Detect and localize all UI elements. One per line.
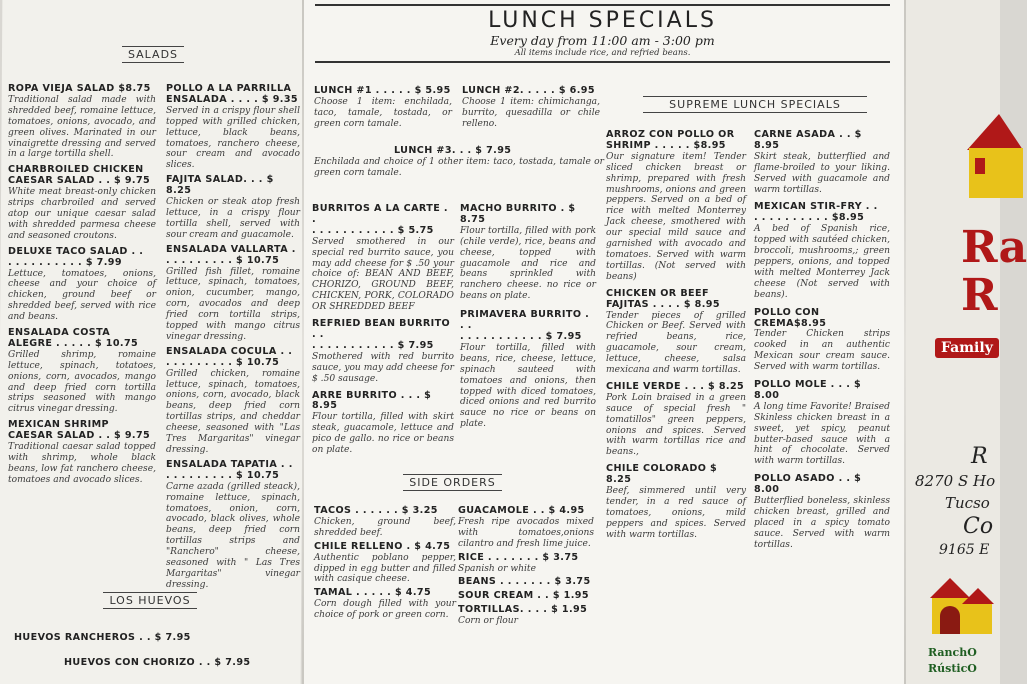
house-logo-icon: [926, 574, 996, 638]
lunch-title: LUNCH SPECIALS: [488, 8, 717, 33]
menu-item: [458, 506, 594, 550]
lunch-3: LUNCH #3. . . $ 7.95 Enchilada and choice of 1 other item: taco, tostada, tamale or green corn tamale.: [314, 145, 604, 178]
menu-item-name: ARROZ CON POLLO OR: [606, 129, 735, 140]
menu-item-description: Served smothered in our special red burrito sauce, you may add cheese for $ .50 your choice of: BEAN AND BEEF, CHORIZO, GROUND BEEF, CHICKEN, PORK, COLORADO OR SHREDDED BEEF: [312, 236, 454, 313]
menu-item: [754, 380, 890, 467]
address-line: 8270 S Ho: [915, 472, 996, 490]
menu-item: [8, 328, 156, 415]
lunch-right-column: [460, 204, 596, 438]
menu-item: [166, 245, 300, 343]
menu-item: [8, 420, 156, 485]
huevos-heading: LOS HUEVOS: [75, 592, 225, 609]
menu-item-name: POLLO A LA PARRILLA: [166, 83, 292, 94]
menu-item-description: Fresh ripe avocados mixed with tomatoes,onions cilantro and fresh lime juice.: [458, 516, 594, 549]
menu-item-description: Lettuce, tomatoes, onions, cheese and your choice of chicken, ground beef or shredded beef, served with rice and beans.: [8, 268, 156, 323]
menu-item-name: ENSALADA COCULA . .: [166, 345, 293, 357]
menu-item-name: RICE . . . . . . . $ 3.75: [458, 551, 579, 563]
menu-item-name: POLLO ASADO . . $ 8.00: [754, 473, 862, 496]
menu-item-name: MEXICAN SHRIMP: [8, 419, 109, 431]
menu-item-name: ROPA VIEJA SALAD $8.75: [8, 83, 151, 94]
menu-item-description: Grilled fish fillet, romaine lettuce, spinach, tomatoes, onion, cucumber, mango, corn, avocados and deep fried corn tortilla strips, topped with mango citrus vinegar dressing.: [166, 266, 300, 342]
menu-item-description: Skirt steak, butterflied and flame-broiled to your liking. Served with guacamole and warm tortillas.: [754, 151, 890, 195]
menu-item: [606, 464, 746, 540]
menu-item: [754, 130, 890, 195]
menu-item: [166, 84, 300, 171]
menu-item: [314, 542, 456, 586]
menu-item: [8, 84, 156, 160]
house-logo-icon: [963, 110, 1023, 200]
menu-item-description: Butterflied boneless, skinless chicken breast, grilled and placed in a spicy tomato sauce. Served with warm tortillas.: [754, 496, 890, 550]
menu-item-description: Smothered with red burrito sauce, you may add cheese for $ .50 sausage.: [312, 351, 454, 384]
family-badge: Family: [935, 338, 999, 358]
menu-item-name: REFRIED BEAN BURRITO . .: [312, 318, 451, 340]
menu-item-name: CHICKEN OR BEEF: [606, 287, 709, 299]
menu-item-description: Tender Chicken strips cooked in an authentic Mexican sour cream sauce. Served with warm tortillas.: [754, 329, 890, 373]
menu-item: [754, 202, 890, 300]
menu-item: [312, 204, 454, 313]
menu-item-description: Traditional caesar salad topped with shrimp, whole black beans, low fat ranchero cheese, tomatoes and avocado slices.: [8, 442, 156, 485]
menu-item: [8, 247, 156, 323]
menu-item-description: A bed of Spanish rice, topped with sautéed chicken, broccoli, mushrooms,; green peppers, onions, and topped with melted Monterrey Jack cheese (Not served with beans).: [754, 224, 890, 300]
lunch-1: LUNCH #1 . . . . . $ 5.95 Choose 1 item: enchilada, taco, tamale, tostada, or green corn tamale.: [314, 85, 452, 129]
menu-item-description: Our signature item! Tender sliced chicken breast or shrimp, prepared with fresh mushrooms, onions and green peppers. Served on a bed of rice with melted Monterrey Jack cheese, smothered with our special mild sauce and garnished with avocado and tomatoes. Served with warm tortillas. (Not served with beans): [606, 151, 746, 282]
menu-item-price: . . . . . . . . . $ 10.75: [166, 254, 280, 266]
lunch-specials-header: [315, 4, 890, 65]
huevos-item: HUEVOS RANCHEROS . . $ 7.95: [14, 632, 191, 643]
menu-item-price: . . . . . . . . . . $8.95: [754, 212, 865, 224]
supreme-left-column: [606, 130, 746, 547]
menu-item-name: ARRE BURRITO . . . $ 8.95: [312, 389, 432, 412]
lunch-2: LUNCH #2. . . . . $ 6.95 Choose 1 item: chimichanga, burrito, quesadilla or chile relleno.: [462, 85, 600, 129]
menu-item-name: DELUXE TACO SALAD . .: [8, 245, 144, 257]
menu-item-price: ALEGRE . . . . . $ 10.75: [8, 337, 139, 349]
menu-item: [314, 506, 456, 539]
menu-item-name: CHARBROILED CHICKEN: [8, 164, 144, 176]
menu-item-price: . . . . . . . . . . . $ 7.95: [312, 339, 434, 351]
menu-item-description: Flour tortilla, filled with pork (chile verde), rice, beans and cheese, topped with guacamole and rice and beans sprinkled with ranchero cheese. no rice or beans on plate.: [460, 225, 596, 302]
lunch-note: All items include rice, and refried beans.: [514, 48, 691, 58]
menu-item-description: Flour tortilla, filled with beans, rice, cheese, lettuce, spinach sauteed with tomatoes and onions, then topped with diced tomatoes, diced onions and red burrito sauce no rice or beans on plate.: [460, 342, 596, 430]
menu-item-name: CHILE VERDE . . . $ 8.25: [606, 380, 745, 392]
fold-line: [302, 0, 304, 684]
menu-item: [460, 310, 596, 430]
menu-item-description: A long time Favorite! Braised Skinless chicken breast in a sweet, yet spicy, peanut butter-based sauce with a hint of chocolate. Served with warm tortillas.: [754, 401, 890, 467]
menu-item: [312, 391, 454, 456]
salads-left-column: [8, 84, 156, 491]
side-orders-heading: SIDE ORDERS: [365, 474, 540, 491]
menu-item-price: . . . . . . . . . . . $ 7.95: [460, 330, 582, 342]
menu-item-name: ENSALADA COSTA: [8, 327, 111, 339]
logo-text: RanchO: [928, 646, 977, 659]
menu-item-name: CARNE ASADA . . $ 8.95: [754, 129, 862, 151]
menu-item-name: ENSALADA VALLARTA .: [166, 243, 296, 255]
menu-item: [458, 553, 594, 575]
menu-item-description: Carne azada (grilled steack), romaine lettuce, spinach, tomatoes, onion, corn, avocado, black olives, whole beans, deep fried corn tortillas strips and "Ranchero" cheese, seasoned with " Las Tres Margaritas" vinegar dressing.: [166, 481, 300, 590]
rancho-rustico-logo: [920, 568, 1000, 684]
menu-item: [458, 577, 594, 588]
menu-item: [314, 588, 456, 621]
location-name: R: [971, 444, 988, 469]
location-name-2: Co: [963, 514, 994, 539]
menu-item-price: . . . . . . . . . $ 10.75: [166, 469, 280, 481]
menu-item-price: . . . . . . . . . . . $ 5.75: [312, 224, 434, 236]
menu-item-name: TAMAL . . . . . $ 4.75: [314, 587, 432, 599]
menu-item: [606, 382, 746, 458]
menu-item-description: Chicken, ground beef, shredded beef.: [314, 516, 456, 538]
menu-item: [166, 347, 300, 456]
menu-item-description: Flour tortilla, filled with skirt steak, guacamole, lettuce and pico de gallo. no rice or beans on plate.: [312, 412, 454, 456]
brand-name-part: Ra: [961, 222, 1027, 273]
brand-name-part: R: [961, 270, 998, 321]
lunch-left-column: [312, 204, 454, 462]
menu-item-description: Pork Loin braised in a green sauce of special fresh " tomatillos" green peppers, onions and spices. Served with warm tortillas rice and beans.,: [606, 392, 746, 458]
menu-item-name: BURRITOS A LA CARTE . .: [312, 203, 448, 225]
salads-right-column: [166, 84, 300, 595]
menu-item: [312, 319, 454, 384]
menu-item-price: ENSALADA . . . . $ 9.35: [166, 93, 299, 105]
menu-item-name: SOUR CREAM . . $ 1.95: [458, 590, 589, 602]
menu-item-name: BEANS . . . . . . . $ 3.75: [458, 576, 591, 588]
menu-item-name: TORTILLAS. . . . $ 1.95: [458, 604, 588, 616]
menu-item: [166, 175, 300, 240]
menu-item-description: Grilled chicken, romaine lettuce, spinach, tomatoes, onions, corn, avocado, black beans, deep fried corn tortillas strips, and cheddar cheese, seasoned with "Las Tres Margaritas" vinegar dressing.: [166, 368, 300, 455]
supreme-heading: SUPREME LUNCH SPECIALS: [620, 96, 890, 113]
supreme-right-column: [754, 130, 890, 558]
menu-item-name: CHILE RELLENO . $ 4.75: [314, 540, 451, 552]
address-city: Tucso: [945, 494, 990, 512]
menu-item-name: PRIMAVERA BURRITO . . .: [460, 309, 590, 332]
menu-item-description: White meat breast-only chicken strips charbroiled and served atop our unique caesar salad with shredded parmesa cheese and seasoned croutons.: [8, 187, 156, 241]
menu-item-description: Chicken or steak atop fresh lettuce, in a crispy flour tortilla shell, served with sour cream and guacamole.: [166, 197, 300, 240]
menu-item-description: Corn dough filled with your choice of pork or green corn.: [314, 599, 456, 621]
menu-item-name: POLLO MOLE . . . $ 8.00: [754, 379, 862, 401]
menu-item-name: ENSALADA TAPATIA . .: [166, 458, 293, 470]
menu-item-name: POLLO CON CREMA$8.95: [754, 306, 827, 329]
menu-item-description: Authentic poblano pepper, dipped in egg butter and filled with casique cheese.: [314, 552, 456, 585]
menu-item-price: . . . . . . . . . . $ 7.99: [8, 256, 122, 268]
lunch-hours: Every day from 11:00 am - 3:00 pm: [490, 33, 715, 48]
address-line-2: 9165 E: [939, 542, 990, 558]
menu-item-price: CAESAR SALAD . . $ 9.75: [8, 175, 151, 187]
menu-item-description: Grilled shrimp, romaine lettuce, spinach, totatoes, onions, corn, avocados, mango and deep fried corn tortilla strips seasoned with mango citrus vinegar dressing.: [8, 349, 156, 415]
menu-item: [458, 605, 594, 627]
menu-item-description: Served in a crispy flour shell topped with grilled chicken, lettuce, black beans, tomatoes, ranchero cheese, sour cream and avocado slices.: [166, 105, 300, 171]
menu-item-name: GUACAMOLE . . $ 4.95: [458, 505, 585, 516]
menu-item-description: Spanish or white: [458, 563, 536, 574]
menu-item-name: CHILE COLORADO $ 8.25: [606, 463, 718, 486]
menu-item-description: Tender pieces of grilled Chicken or Beef. Served with refried beans, rice, guacamole, sour cream, lettuce, cheese, salsa mexicana and warm tortillas.: [606, 310, 746, 376]
menu-item-name: FAJITA SALAD. . . $ 8.25: [166, 174, 274, 197]
menu-item-name: TACOS . . . . . . $ 3.25: [314, 505, 438, 516]
menu-item: [8, 165, 156, 241]
menu-item-price: . . . . . . . . . $ 10.75: [166, 356, 280, 368]
menu-item-name: MEXICAN STIR-FRY . .: [754, 201, 878, 213]
sides-right-column: [458, 506, 594, 630]
salads-heading: SALADS: [78, 46, 228, 63]
menu-item: [754, 308, 890, 373]
menu-item: [460, 204, 596, 302]
menu-item: [166, 460, 300, 591]
menu-item-price: FAJITAS . . . . $ 8.95: [606, 298, 720, 310]
logo-text: RústicO: [928, 662, 977, 675]
sides-left-column: [314, 506, 456, 624]
huevos-item: HUEVOS CON CHORIZO . . $ 7.95: [64, 657, 251, 668]
menu-item-name: MACHO BURRITO . $ 8.75: [460, 203, 576, 225]
menu-item: [606, 130, 746, 283]
menu-item-description: Beef, simmered until very tender, in a red sauce of tomatoes, onions, mild peppers and spices. Served with warm tortillas.: [606, 486, 746, 540]
menu-item: [754, 474, 890, 550]
menu-item: [458, 591, 594, 602]
menu-item-price: SHRIMP . . . . . $8.95: [606, 139, 726, 151]
menu-item-description: Corn or flour: [458, 616, 518, 627]
menu-item-price: CAESAR SALAD . . $ 9.75: [8, 430, 151, 442]
menu-item: [606, 289, 746, 376]
menu-item-description: Traditional salad made with shredded beef, romaine lettuce, tomatoes, onions, avocado, and green olives. Marinated in our vinaigrette dressing and served in a large tortilla shell.: [8, 94, 156, 160]
